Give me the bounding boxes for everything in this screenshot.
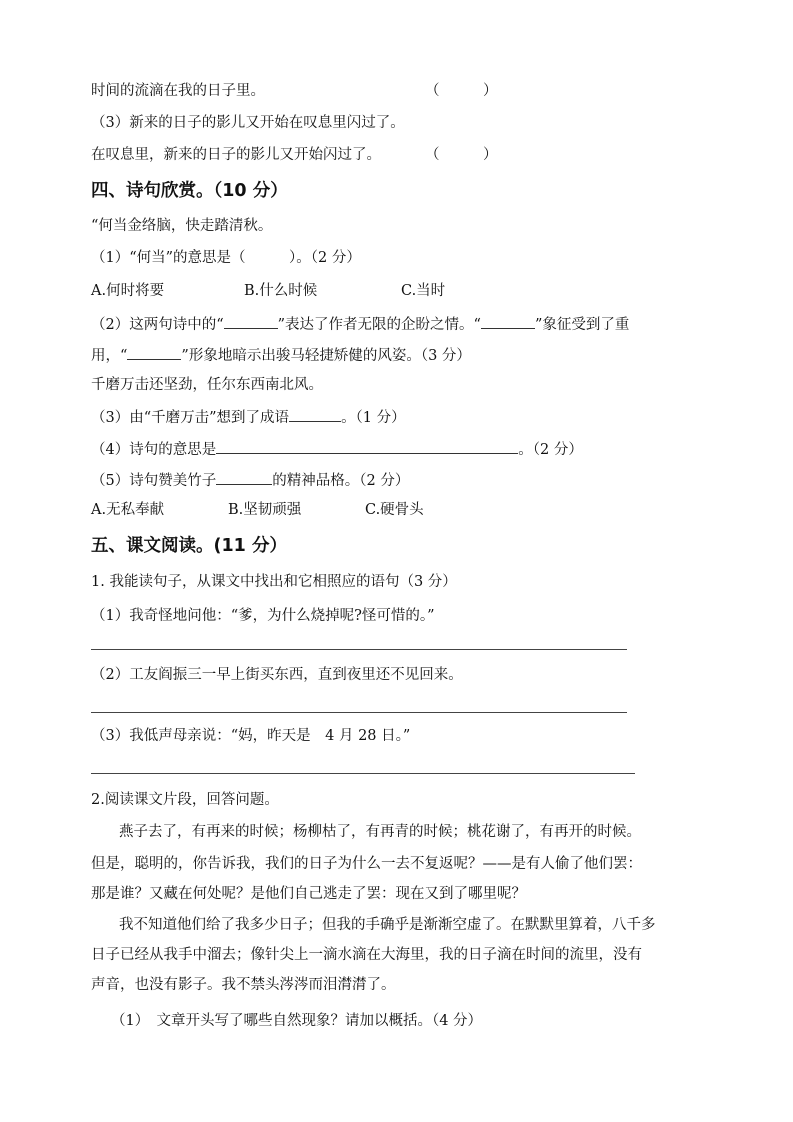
p4-q1-option-a: A.何时将要 [91,283,165,299]
passage-para1-line3: 那是谁？又藏在何处呢？是他们自己逃走了罢：现在又到了哪里呢？ [91,886,526,902]
poem-line-1: “何当金络脑，快走踏清秋。 [91,218,273,234]
q2-text-a: （2）这两句诗中的“ [91,317,224,333]
p5-s1-question-1: （1）我奇怪地问他：“爹，为什么烧掉呢?怪可惜的。” [91,608,435,624]
q5-blank[interactable] [216,470,272,485]
section-4-heading: 四、诗句欣赏。（10 分） [91,181,288,201]
p5-s1-question-2: （2）工友阎振三一早上街买东西，直到夜里还不见回来。 [91,667,463,683]
p3-question-3-rewrite: 在叹息里，新来的日子的影儿又开始闪过了。 [91,147,381,163]
p3-line1-answer-paren: （ ） [425,83,498,99]
q3-idiom-blank[interactable] [289,407,341,422]
passage-para1-line1: 燕子去了，有再来的时候；杨柳枯了，有再青的时候；桃花谢了，有再开的时候。 [119,824,641,840]
q4-meaning-blank[interactable] [216,439,518,454]
p4-q5-option-b: B.坚韧顽强 [228,502,302,518]
q4-text-b: 。（2 分） [518,442,583,458]
p5-s2-question-1: （1） 文章开头写了哪些自然现象？请加以概括。（4 分） [111,1013,483,1029]
passage-para2-line1: 我不知道他们给了我多少日子；但我的手确乎是渐渐空虚了。在默默里算着，八千多 [119,917,656,933]
poem-line-2: 千磨万击还坚劲，任尔东西南北风。 [91,377,323,393]
q3-text-a: （3）由“千磨万击”想到了成语 [91,410,290,426]
p4-question-2-line1 [91,314,629,334]
q2-blank-2[interactable] [481,314,535,329]
answer-line-2[interactable] [91,712,627,713]
p5-subsection-2-title: 2.阅读课文片段，回答问题。 [91,792,279,808]
q2-blank-3[interactable] [127,345,181,360]
p4-question-4 [91,439,583,459]
q5-text-a: （5）诗句赞美竹子 [91,473,217,489]
q2-text-e: ”形象地暗示出骏马轻捷矫健的风姿。（3 分） [181,348,471,364]
passage-para1-line2: 但是，聪明的，你告诉我，我们的日子为什么一去不复返呢？——是有人偷了他们罢： [91,856,642,872]
p5-subsection-1-title: 1. 我能读句子，从课文中找出和它相照应的语句（3 分） [91,574,457,590]
q4-text-a: （4）诗句的意思是 [91,442,217,458]
p3-question-3: （3）新来的日子的影儿又开始在叹息里闪过了。 [91,115,405,131]
p3-question-3-answer-paren: （ ） [425,147,498,163]
answer-line-3[interactable] [91,773,635,774]
q5-text-b: 的精神品格。（2 分） [272,473,410,489]
p4-q1-option-c: C.当时 [401,283,446,299]
p4-q5-option-c: C.硬骨头 [365,502,424,518]
q3-text-b: 。（1 分） [341,410,406,426]
passage-para2-line3: 声音，也没有影子。我不禁头涔涔而泪潸潸了。 [91,977,396,993]
p4-question-3 [91,407,406,427]
p4-question-5 [91,470,409,490]
p3-line1: 时间的流滴在我的日子里。 [91,83,265,99]
p4-q5-option-a: A.无私奉献 [91,502,165,518]
passage-para2-line2: 日子已经从我手中溜去；像针尖上一滴水滴在大海里，我的日子滴在时间的流里，没有 [91,947,642,963]
q2-text-b: ”表达了作者无限的企盼之情。“ [277,317,481,333]
p5-s1-question-3: （3）我低声母亲说：“妈，昨天是 4 月 28 日。” [91,728,411,744]
section-5-heading: 五、课文阅读。(11 分） [91,536,287,556]
p4-question-2-line2 [91,345,471,365]
q2-blank-1[interactable] [224,314,278,329]
q2-text-d: 用，“ [91,348,128,364]
answer-line-1[interactable] [91,649,627,650]
p4-question-1: （1）“何当”的意思是（ ）。（2 分） [91,250,361,266]
q2-text-c: ”象征受到了重 [534,317,630,333]
p4-q1-option-b: B.什么时候 [244,283,318,299]
